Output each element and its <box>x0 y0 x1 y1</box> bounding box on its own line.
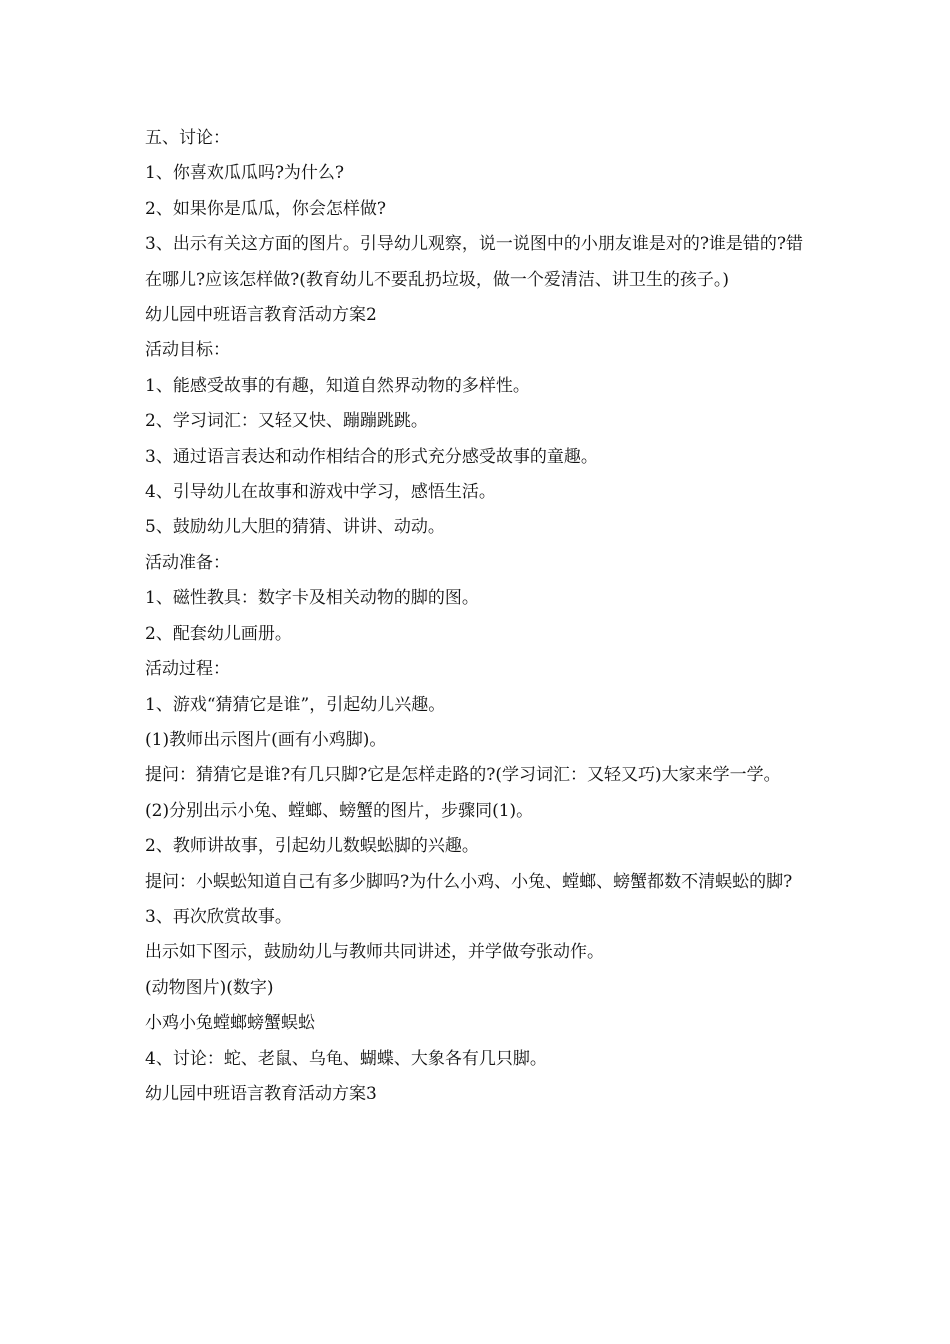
paragraph: 5、鼓励幼儿大胆的猜猜、讲讲、动动。 <box>145 517 445 538</box>
paragraph: 提问：猜猜它是谁?有几只脚?它是怎样走路的?(学习词汇：又轻又巧)大家来学一学。 <box>145 765 781 786</box>
paragraph: 小鸡小兔螳螂螃蟹蜈蚣 <box>145 1013 315 1034</box>
paragraph: 3、通过语言表达和动作相结合的形式充分感受故事的童趣。 <box>145 446 598 467</box>
section-heading-discussion: 五、讨论： <box>145 128 230 148</box>
document-page <box>145 121 810 1112</box>
plan-title: 幼儿园中班语言教育活动方案3 <box>145 1083 377 1104</box>
paragraph: 提问：小蜈蚣知道自己有多少脚吗?为什么小鸡、小兔、螳螂、螃蟹都数不清蜈蚣的脚? <box>145 871 793 892</box>
plan-title: 幼儿园中班语言教育活动方案2 <box>145 305 377 326</box>
section-heading-preparation: 活动准备： <box>145 552 230 573</box>
paragraph: 2、教师讲故事，引起幼儿数蜈蚣脚的兴趣。 <box>145 836 479 857</box>
paragraph: (动物图片)(数字) <box>145 977 274 998</box>
paragraph: 3、再次欣赏故事。 <box>145 906 292 927</box>
section-heading-goals: 活动目标： <box>145 340 230 361</box>
paragraph: 1、游戏“猜猜它是谁”，引起幼儿兴趣。 <box>145 694 446 715</box>
paragraph: 出示如下图示，鼓励幼儿与教师共同讲述，并学做夸张动作。 <box>145 942 604 963</box>
paragraph: (1)教师出示图片(画有小鸡脚)。 <box>145 729 387 750</box>
paragraph: 3、出示有关这方面的图片。引导幼儿观察，说一说图中的小朋友谁是对的?谁是错的?错在哪儿?应该怎样做?(教育幼儿不要乱扔垃圾，做一个爱清洁、讲卫生的孩子。) <box>145 234 804 290</box>
paragraph: 2、学习词汇：又轻又快、蹦蹦跳跳。 <box>145 411 428 432</box>
section-heading-process: 活动过程： <box>145 659 230 680</box>
paragraph: 2、如果你是瓜瓜，你会怎样做? <box>145 198 386 219</box>
paragraph: 4、讨论：蛇、老鼠、乌龟、蝴蝶、大象各有几只脚。 <box>145 1048 547 1069</box>
paragraph: 1、磁性教具：数字卡及相关动物的脚的图。 <box>145 588 479 609</box>
paragraph: (2)分别出示小兔、螳螂、螃蟹的图片，步骤同(1)。 <box>145 800 534 821</box>
paragraph: 1、能感受故事的有趣，知道自然界动物的多样性。 <box>145 375 530 396</box>
paragraph: 2、配套幼儿画册。 <box>145 623 292 644</box>
paragraph: 1、你喜欢瓜瓜吗?为什么? <box>145 163 345 184</box>
paragraph: 4、引导幼儿在故事和游戏中学习，感悟生活。 <box>145 482 496 503</box>
